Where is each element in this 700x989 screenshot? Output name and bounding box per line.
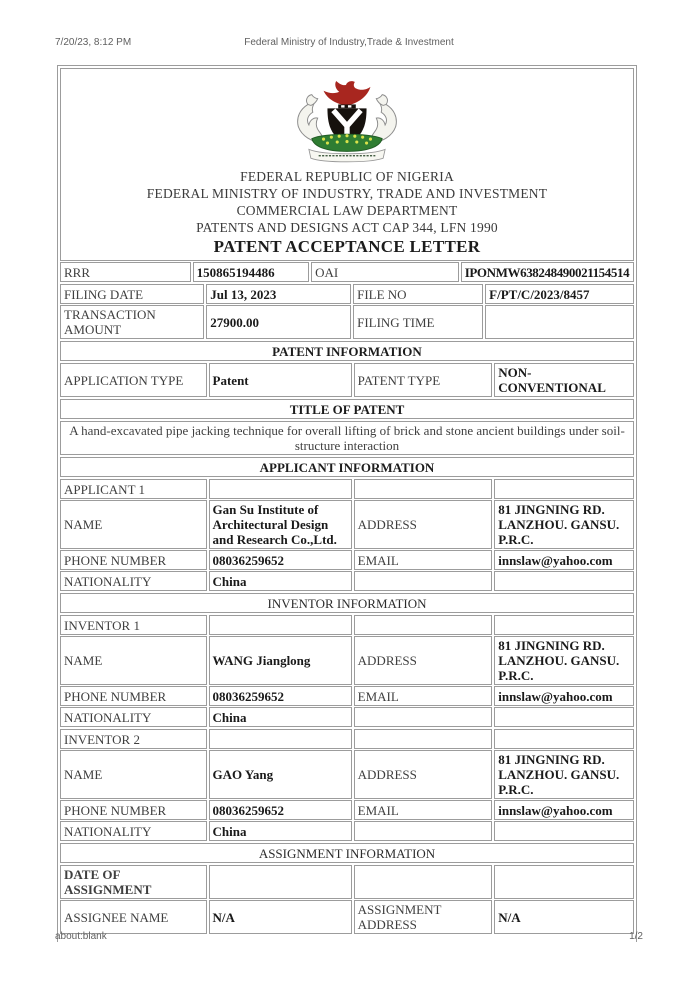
applicant-nationality-label: NATIONALITY [60, 571, 207, 591]
inventor-address-value [494, 636, 634, 685]
table-row [60, 363, 634, 397]
empty-cell [354, 615, 493, 635]
oai-label: OAI [311, 262, 459, 282]
patent-type-line: CONVENTIONAL [498, 380, 606, 395]
assignment-address-value: N/A [494, 900, 634, 934]
table-row [60, 900, 634, 934]
empty-cell [354, 729, 493, 749]
table-row [60, 615, 634, 635]
inventor-phone-label: PHONE NUMBER [60, 800, 207, 820]
letterhead-line-country: FEDERAL REPUBLIC OF NIGERIA [240, 169, 454, 184]
table-row [60, 457, 634, 477]
patent-acceptance-letter-document [57, 65, 637, 942]
patent-info-table [58, 362, 636, 398]
applicant-address-value [494, 500, 634, 549]
filing-date-label: FILING DATE [60, 284, 204, 304]
table-row [60, 636, 634, 685]
table-row [60, 421, 634, 455]
rrr-value: 150865194486 [193, 262, 309, 282]
applicant-address-label: ADDRESS [354, 500, 493, 549]
name-line: and Research Co.,Ltd. [212, 532, 337, 547]
transaction-amount-value: 27900.00 [206, 305, 351, 339]
address-line: LANZHOU. GANSU. [498, 517, 620, 532]
address-line: 81 JINGNING RD. [498, 752, 605, 767]
inventor-address-value [494, 750, 634, 799]
inventor-email-label: EMAIL [354, 686, 493, 706]
empty-cell [209, 479, 352, 499]
empty-cell [494, 615, 634, 635]
table-row [60, 571, 634, 591]
assignment-table [58, 864, 636, 935]
patent-information-heading: PATENT INFORMATION [60, 341, 634, 361]
empty-cell [354, 571, 493, 591]
inventor-email-value: innslaw@yahoo.com [494, 800, 634, 820]
table-row [60, 305, 634, 339]
address-line: LANZHOU. GANSU. [498, 653, 620, 668]
table-row [60, 284, 634, 304]
address-line: P.R.C. [498, 668, 534, 683]
inventor-phone-label: PHONE NUMBER [60, 686, 207, 706]
print-source-url: about:blank [55, 931, 107, 942]
empty-cell [354, 821, 493, 841]
label-line: ASSIGNMENT [357, 902, 442, 917]
table-row [60, 399, 634, 419]
title-heading-table [58, 398, 636, 420]
patent-type-line: NON- [498, 365, 532, 380]
letterhead-line-ministry: FEDERAL MINISTRY OF INDUSTRY, TRADE AND INVESTMENT [146, 186, 548, 201]
print-document-title: Federal Ministry of Industry,Trade & Investment [244, 37, 454, 48]
name-line: Architectural Design [212, 517, 329, 532]
applicant-phone-value: 08036259652 [209, 550, 352, 570]
empty-cell [494, 821, 634, 841]
address-line: P.R.C. [498, 532, 534, 547]
inventor-name-label: NAME [60, 636, 207, 685]
rrr-label: RRR [60, 262, 191, 282]
table-row [60, 865, 634, 899]
assignee-name-value: N/A [209, 900, 352, 934]
applicant-1-table [58, 478, 636, 592]
empty-cell [354, 707, 493, 727]
filing-table [58, 283, 636, 340]
table-row [60, 593, 634, 613]
applicant-name-value [209, 500, 352, 549]
applicant-phone-label: PHONE NUMBER [60, 550, 207, 570]
table-row [60, 729, 634, 749]
applicant-heading-table [58, 456, 636, 478]
assignment-address-label [354, 900, 493, 934]
applicant-information-heading: APPLICANT INFORMATION [60, 457, 634, 477]
address-line: P.R.C. [498, 782, 534, 797]
inventor-phone-value: 08036259652 [209, 800, 352, 820]
file-no-label: FILE NO [353, 284, 483, 304]
assignment-information-heading: ASSIGNMENT INFORMATION [60, 843, 634, 863]
horse-left-shape [298, 95, 324, 143]
letterhead-line-act: PATENTS AND DESIGNS ACT CAP 344, LFN 1990 [196, 220, 498, 235]
inventor-nationality-label: NATIONALITY [60, 821, 207, 841]
table-row [60, 707, 634, 727]
filing-date-value: Jul 13, 2023 [206, 284, 351, 304]
applicant-email-value: innslaw@yahoo.com [494, 550, 634, 570]
inventor-information-heading: INVENTOR INFORMATION [60, 593, 634, 613]
name-line: Gan Su Institute of [212, 502, 319, 517]
inventor-index-label: INVENTOR 1 [60, 615, 207, 635]
table-row [60, 686, 634, 706]
letterhead-line-department: COMMERCIAL LAW DEPARTMENT [236, 203, 458, 218]
rrr-row-table [58, 261, 636, 283]
applicant-name-label: NAME [60, 500, 207, 549]
table-row [60, 341, 634, 361]
patent-info-heading-table [58, 340, 636, 362]
print-preview-footer [55, 931, 643, 942]
inventor-email-label: EMAIL [354, 800, 493, 820]
table-row [60, 750, 634, 799]
inventor-1-table [58, 614, 636, 728]
horse-right-shape [370, 95, 396, 143]
inventor-nationality-value: China [209, 707, 352, 727]
empty-cell [209, 615, 352, 635]
label-line: ASSIGNMENT [64, 882, 152, 897]
application-type-value: Patent [209, 363, 352, 397]
patent-type-value [494, 363, 634, 397]
inventor-nationality-value: China [209, 821, 352, 841]
inventor-nationality-label: NATIONALITY [60, 707, 207, 727]
table-row [60, 479, 634, 499]
inventor-name-label: NAME [60, 750, 207, 799]
filing-time-value [485, 305, 634, 339]
assignee-name-label: ASSIGNEE NAME [60, 900, 207, 934]
inventor-address-label: ADDRESS [354, 750, 493, 799]
application-type-label: APPLICATION TYPE [60, 363, 207, 397]
date-of-assignment-value [209, 865, 352, 899]
empty-cell [354, 865, 493, 899]
table-row [60, 843, 634, 863]
applicant-nationality-value: China [209, 571, 352, 591]
inventor-name-value: GAO Yang [209, 750, 352, 799]
patent-title-line: A hand-excavated pipe jacking technique for overall lifting of brick and stone ancient buildings under soil- [69, 423, 625, 438]
print-preview-header [55, 37, 643, 48]
empty-cell [209, 729, 352, 749]
address-line: 81 JINGNING RD. [498, 502, 605, 517]
inventor-index-label: INVENTOR 2 [60, 729, 207, 749]
patent-title-line: structure interaction [294, 438, 400, 453]
table-row [60, 500, 634, 549]
empty-cell [494, 865, 634, 899]
inventor-2-table [58, 728, 636, 842]
nigeria-coat-of-arms-icon [281, 80, 413, 166]
address-line: LANZHOU. GANSU. [498, 767, 620, 782]
eagle-shape [324, 81, 371, 105]
empty-cell [494, 707, 634, 727]
inventor-name-value: WANG Jianglong [209, 636, 352, 685]
applicant-index-label: APPLICANT 1 [60, 479, 207, 499]
assignment-heading-table [58, 842, 636, 864]
inventor-email-value: innslaw@yahoo.com [494, 686, 634, 706]
inventor-phone-value: 08036259652 [209, 686, 352, 706]
filing-time-label: FILING TIME [353, 305, 483, 339]
table-row [60, 821, 634, 841]
file-no-value: F/PT/C/2023/8457 [485, 284, 634, 304]
title-of-patent-heading: TITLE OF PATENT [60, 399, 634, 419]
grass-base-shape [312, 134, 382, 151]
label-line: DATE OF [64, 867, 121, 882]
empty-cell [494, 479, 634, 499]
table-row [60, 550, 634, 570]
empty-cell [494, 729, 634, 749]
print-datetime: 7/20/23, 8:12 PM [55, 37, 132, 48]
label-line: ADDRESS [357, 917, 417, 932]
letterhead [60, 68, 634, 261]
empty-cell [494, 571, 634, 591]
oai-value: IPONMW638248490021154514 [461, 262, 634, 282]
document-title: PATENT ACCEPTANCE LETTER [213, 237, 481, 256]
table-row [60, 262, 634, 282]
inventor-address-label: ADDRESS [354, 636, 493, 685]
date-of-assignment-label [60, 865, 207, 899]
address-line: 81 JINGNING RD. [498, 638, 605, 653]
patent-title-text [60, 421, 634, 455]
applicant-email-label: EMAIL [354, 550, 493, 570]
empty-cell [354, 479, 493, 499]
torse-shape [338, 104, 356, 108]
print-page-indicator: 1/2 [629, 931, 643, 942]
patent-type-label: PATENT TYPE [354, 363, 493, 397]
table-row [60, 800, 634, 820]
transaction-amount-label: TRANSACTION AMOUNT [60, 305, 204, 339]
title-text-table [58, 420, 636, 456]
inventor-heading-table [58, 592, 636, 614]
